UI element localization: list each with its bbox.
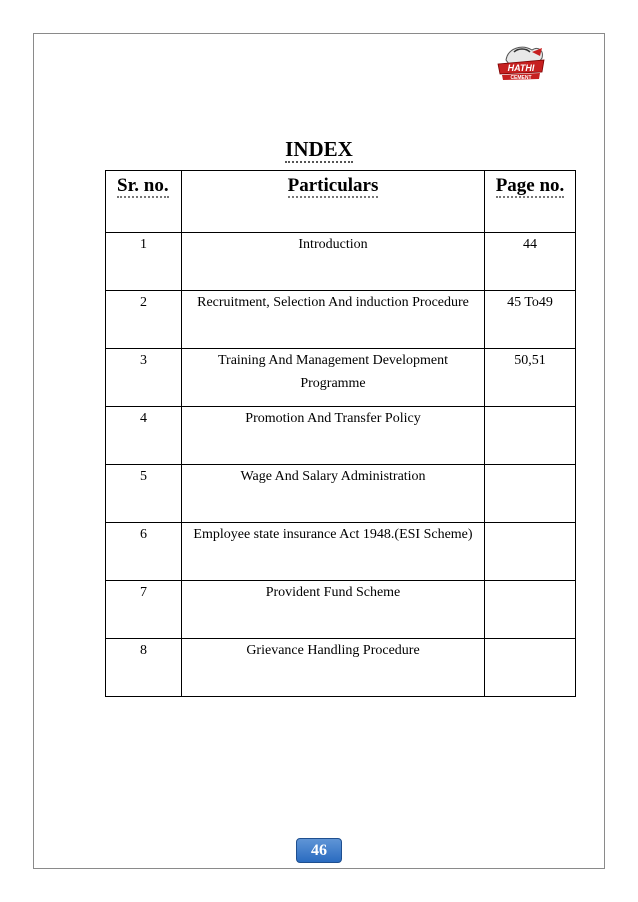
table-row xyxy=(106,233,576,291)
row-particular: Grievance Handling Procedure xyxy=(182,639,485,697)
table-header-row xyxy=(106,171,576,233)
table-row xyxy=(106,407,576,465)
row-particular: Promotion And Transfer Policy xyxy=(182,407,485,465)
row-page: 44 xyxy=(485,233,576,291)
header-sr-no: Sr. no. xyxy=(106,171,182,233)
row-page xyxy=(485,523,576,581)
svg-text:CEMENT: CEMENT xyxy=(510,75,532,81)
table-row xyxy=(106,639,576,697)
index-table xyxy=(105,170,576,697)
table-row xyxy=(106,581,576,639)
table-row xyxy=(106,523,576,581)
row-page: 50,51 xyxy=(485,349,576,407)
row-particular: Employee state insurance Act 1948.(ESI Scheme) xyxy=(182,523,485,581)
row-sr: 1 xyxy=(106,233,182,291)
row-sr: 5 xyxy=(106,465,182,523)
row-sr: 4 xyxy=(106,407,182,465)
row-particular: Wage And Salary Administration xyxy=(182,465,485,523)
svg-text:HATHI: HATHI xyxy=(507,63,535,73)
row-particular: Recruitment, Selection And induction Procedure xyxy=(182,291,485,349)
row-page: 45 To49 xyxy=(485,291,576,349)
row-sr: 2 xyxy=(106,291,182,349)
table-row xyxy=(106,291,576,349)
row-page xyxy=(485,465,576,523)
row-particular: Training And Management Development Programme xyxy=(182,349,485,407)
row-page xyxy=(485,639,576,697)
hathi-cement-logo xyxy=(492,42,550,84)
row-page xyxy=(485,407,576,465)
row-sr: 8 xyxy=(106,639,182,697)
header-page-no: Page no. xyxy=(485,171,576,233)
row-particular: Provident Fund Scheme xyxy=(182,581,485,639)
page-number-badge xyxy=(296,838,342,863)
row-sr: 3 xyxy=(106,349,182,407)
page-number: 46 xyxy=(311,841,327,859)
row-page xyxy=(485,581,576,639)
table-row xyxy=(106,465,576,523)
row-sr: 7 xyxy=(106,581,182,639)
row-particular: Introduction xyxy=(182,233,485,291)
index-heading: INDEX xyxy=(285,137,353,161)
row-sr: 6 xyxy=(106,523,182,581)
table-row xyxy=(106,349,576,407)
header-particulars: Particulars xyxy=(182,171,485,233)
